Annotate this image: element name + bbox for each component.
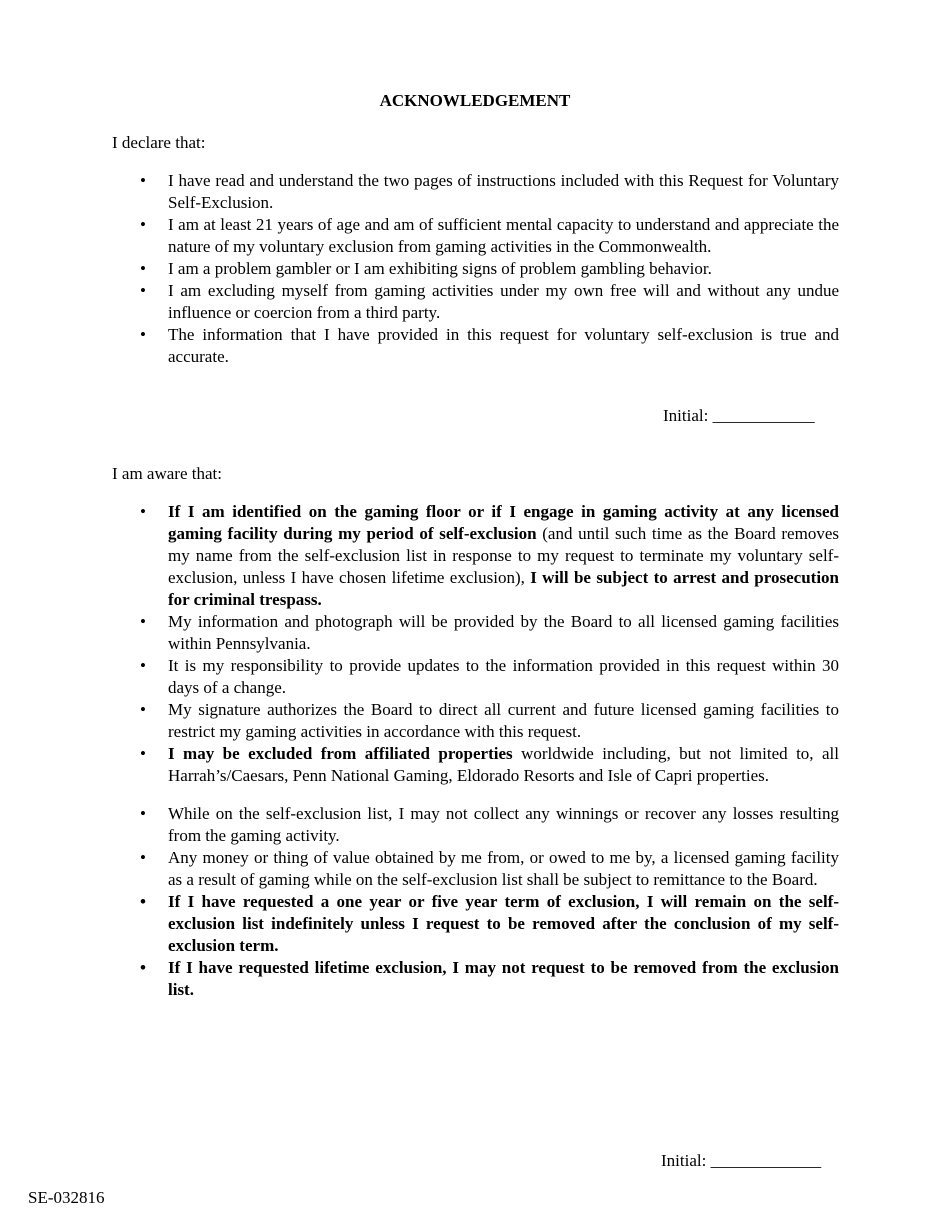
body-text: (and until such time as the Board removes my name from the self-exclusion list in response to my request to terminate my voluntary self-exclusion, unless I have chosen lifetime exclusion), <box>168 524 839 587</box>
list-item: • I have read and understand the two pages of instructions included with this Request for Voluntary Self-Exclusion. <box>112 170 839 214</box>
bold-text: I may be excluded from affiliated properties <box>168 744 513 763</box>
list-item: • I am excluding myself from gaming activities under my own free will and without any undue influence or coercion from a third party. <box>112 280 839 324</box>
page-title: ACKNOWLEDGEMENT <box>379 91 571 110</box>
list-item: • I am at least 21 years of age and am of sufficient mental capacity to understand and appreciate the nature of my voluntary exclusion from gaming activities in the Commonwealth. <box>112 214 839 258</box>
list-item: • While on the self-exclusion list, I may not collect any winnings or recover any losses resulting from the gaming activity. <box>112 803 839 847</box>
list-item: • If I have requested a one year or five year term of exclusion, I will remain on the self-exclusion list indefinitely unless I request to be removed after the conclusion of my self-exclusion term. <box>112 891 839 957</box>
declare-intro: I declare that: <box>112 133 206 152</box>
list-item: • My signature authorizes the Board to direct all current and future licensed gaming facilities to restrict my gaming activities in accordance with this request. <box>112 699 839 743</box>
aware-intro: I am aware that: <box>112 464 222 483</box>
bold-text: I will be subject to arrest and prosecution for criminal trespass. <box>168 568 840 609</box>
list-item <box>112 501 839 611</box>
list-item: • It is my responsibility to provide updates to the information provided in this request within 30 days of a change. <box>112 655 839 699</box>
list-item: • I am a problem gambler or I am exhibiting signs of problem gambling behavior. <box>112 258 839 280</box>
list-item: • The information that I have provided in this request for voluntary self-exclusion is true and accurate. <box>112 324 839 368</box>
declare-list <box>112 170 839 368</box>
initial-line: Initial: ____________ <box>663 406 815 425</box>
form-code: SE-032816 <box>28 1188 105 1207</box>
list-item: • Any money or thing of value obtained by me from, or owed to me by, a licensed gaming facility as a result of gaming while on the self-exclusion list shall be subject to remittance to the Board. <box>112 847 839 891</box>
list-item: • My information and photograph will be provided by the Board to all licensed gaming facilities within Pennsylvania. <box>112 611 839 655</box>
aware-list <box>112 501 839 1001</box>
initial-line: Initial: _____________ <box>661 1151 822 1170</box>
list-item <box>112 743 839 787</box>
body-text: worldwide including, but not limited to, all Harrah’s/Caesars, Penn National Gaming, Eldorado Resorts and Isle of Capri properties. <box>168 744 839 785</box>
list-item: • If I have requested lifetime exclusion, I may not request to be removed from the exclusion list. <box>112 957 839 1001</box>
bold-text: If I am identified on the gaming floor or if I engage in gaming activity at any licensed gaming facility during my period of self-exclusion <box>168 502 839 543</box>
